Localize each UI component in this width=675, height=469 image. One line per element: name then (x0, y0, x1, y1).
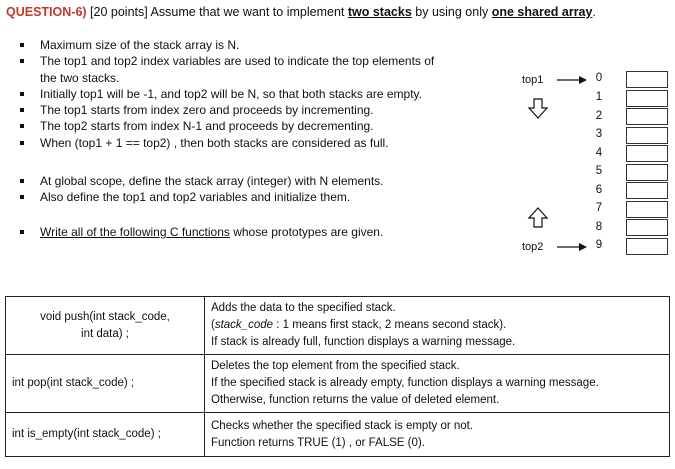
functions-instruction-rest: whose prototypes are given. (233, 225, 384, 239)
description-line: Adds the data to the specified stack. (211, 302, 396, 314)
question-intro: Assume that we want to implement (150, 5, 345, 19)
description-line: Otherwise, function returns the value of deleted element. (211, 394, 500, 406)
index-label: 9 (595, 239, 603, 251)
description-line: If the specified stack is already empty, function displays a warning message. (211, 377, 599, 389)
index-label: 4 (595, 147, 603, 159)
table-row (6, 413, 670, 457)
index-label: 0 (595, 72, 603, 84)
description-line: Checks whether the specified stack is empty or not. (211, 419, 474, 432)
index-label: 7 (595, 202, 603, 214)
top2-pointer-arrow-icon (556, 241, 588, 253)
array-cell (626, 182, 668, 199)
top2-label: top2 (522, 241, 544, 253)
emphasis-two-stacks: two stacks (347, 5, 412, 19)
pop-signature: int pop(int stack_code) ; (6, 355, 205, 413)
list-item: Initially top1 will be -1, and top2 will be N, so that both stacks are empty. (18, 86, 478, 102)
function-prototype-table (5, 296, 670, 457)
list-item: The top2 starts from index N-1 and proceeds by decrementing. (18, 118, 478, 134)
top1-pointer-arrow-icon (556, 74, 588, 86)
signature-line: void push(int stack_code, (40, 310, 170, 323)
question-end: . (592, 5, 596, 19)
top1-label: top1 (522, 74, 544, 86)
table-row (6, 355, 670, 413)
push-signature (6, 297, 205, 355)
is-empty-description (205, 413, 670, 457)
list-item: Maximum size of the stack array is N. (18, 37, 478, 53)
global-scope-list (18, 173, 478, 206)
requirements-list (18, 37, 478, 151)
index-label: 5 (595, 165, 603, 177)
index-label: 6 (595, 184, 603, 196)
array-cell (626, 145, 668, 162)
pop-description (205, 355, 670, 413)
list-item: At global scope, define the stack array (integer) with N elements. (18, 173, 478, 189)
list-item: The top1 starts from index zero and proceeds by incrementing. (18, 102, 478, 118)
list-item (18, 224, 478, 240)
list-item: Also define the top1 and top2 variables and initialize them. (18, 189, 478, 205)
description-line: (stack_code : 1 means first stack, 2 means second stack). (211, 319, 507, 331)
description-line: Deletes the top element from the specified stack. (211, 360, 460, 372)
description-line: If stack is already full, function displays a warning message. (211, 336, 516, 348)
table-row (6, 297, 670, 355)
is-empty-signature: int is_empty(int stack_code) ; (6, 413, 205, 457)
description-line: Function returns TRUE (1) , or FALSE (0). (211, 436, 425, 449)
array-cell (626, 71, 668, 88)
functions-list (18, 224, 478, 240)
index-label: 8 (595, 221, 603, 233)
question-label: QUESTION-6) (6, 5, 87, 19)
array-cell (626, 108, 668, 125)
question-mid: by using only (415, 5, 489, 19)
array-cell (626, 127, 668, 144)
question-header (6, 5, 596, 19)
index-label: 2 (595, 110, 603, 122)
emphasis-one-shared-array: one shared array (491, 5, 593, 19)
signature-line: int data) ; (81, 327, 129, 340)
index-label: 3 (595, 128, 603, 140)
array-cell (626, 219, 668, 236)
description-text: : 1 means first stack, 2 means second stack). (276, 319, 507, 331)
list-item: When (top1 + 1 == top2) , then both stacks are considered as full. (18, 135, 478, 151)
index-label: 1 (595, 91, 603, 103)
stack-code-term: stack_code (214, 319, 274, 331)
array-cell (626, 164, 668, 181)
functions-instruction: Write all of the following C functions (40, 225, 230, 239)
push-description (205, 297, 670, 355)
question-points: [20 points] (90, 5, 148, 19)
array-cell (626, 201, 668, 218)
up-arrow-icon (527, 206, 549, 228)
array-cell (626, 90, 668, 107)
array-cell (626, 238, 668, 255)
down-arrow-icon (527, 98, 549, 120)
list-item: The top1 and top2 index variables are used to indicate the top elements of the two stacks. (18, 53, 450, 86)
